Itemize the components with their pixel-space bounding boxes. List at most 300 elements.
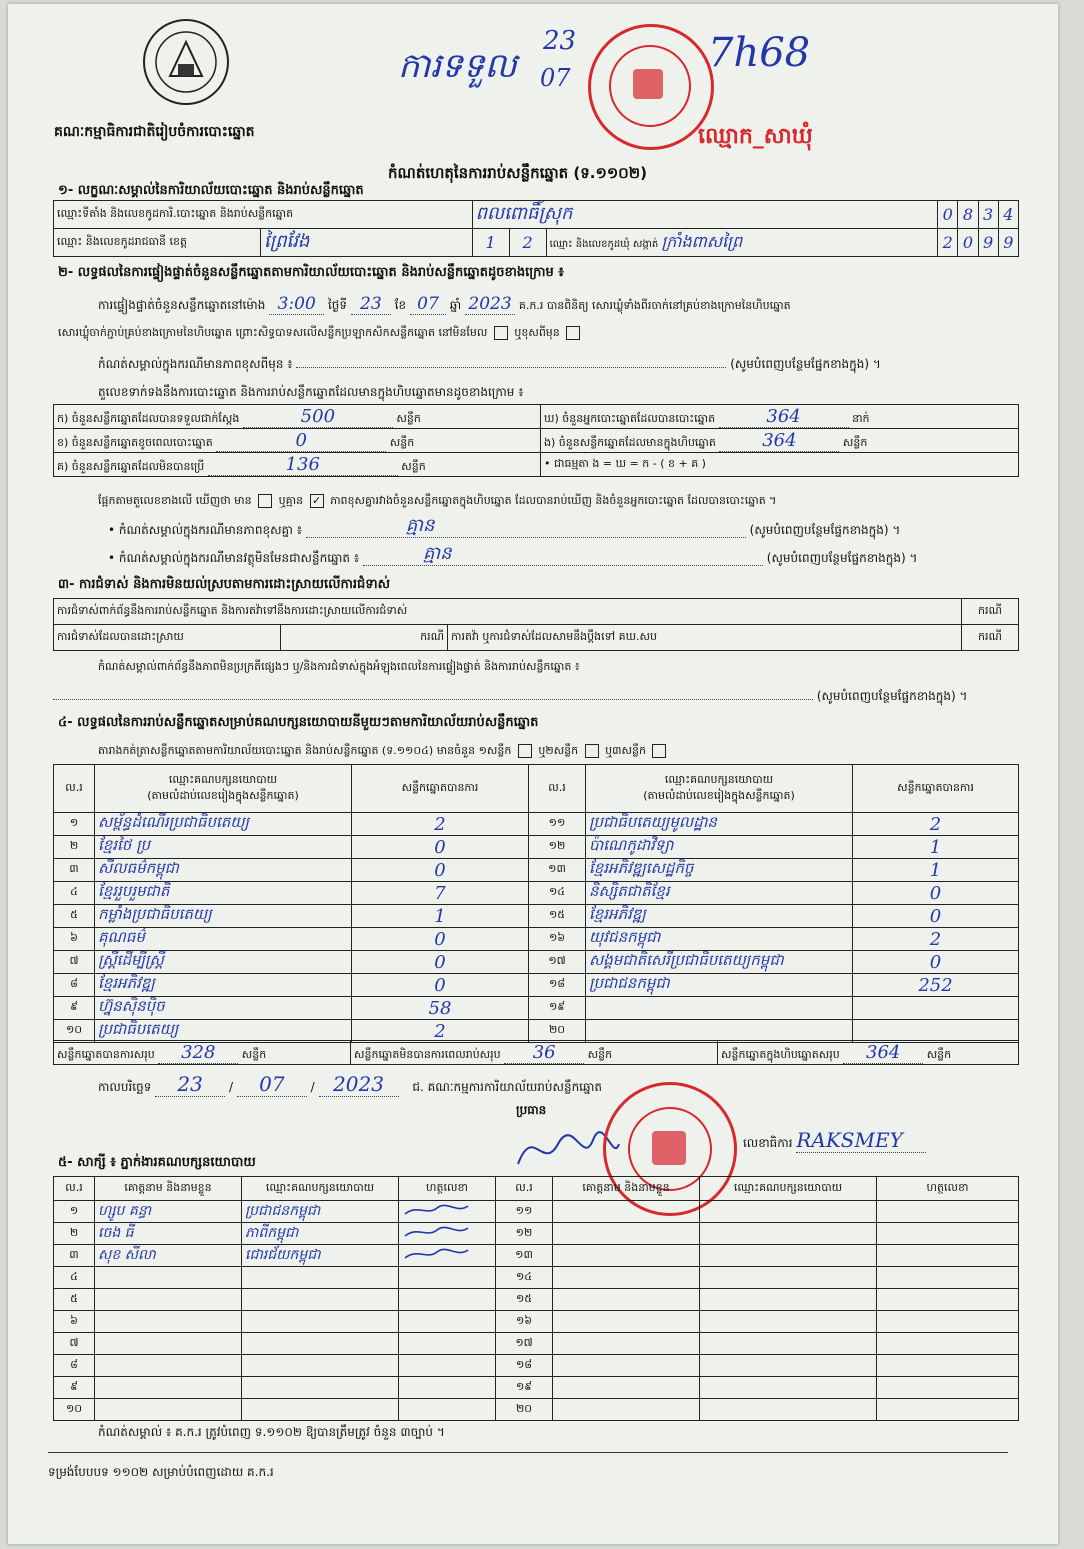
station-code-3: 3 — [978, 201, 998, 229]
results-no-right: ១៦ — [529, 928, 586, 951]
witness-row — [54, 1267, 1019, 1289]
witness-no-left: ៦ — [54, 1311, 95, 1333]
witness-col-no-left: ល.រ — [54, 1177, 95, 1201]
bullet-diff-label: • កំណត់សម្គាល់ក្នុងករណីមានភាពខុសគ្នា ៖ — [108, 523, 303, 537]
results-col-no-left: ល.រ — [54, 765, 95, 813]
results-no-right: ១៤ — [529, 882, 586, 905]
results-col-party-left — [95, 765, 352, 813]
difference-text-a: ផ្អែកតាមតួលេខខាងលើ ឃើញថា មាន — [98, 494, 252, 507]
received-day: 23 — [543, 26, 577, 56]
results-votes-left: 58 — [352, 997, 529, 1020]
results-party-right — [586, 997, 853, 1020]
tally-text-a: តារាងកត់ត្រាសន្លឹកឆ្នោតតាមការិយាល័យបោះឆ្នោត និងរាប់សន្លឹកឆ្នោត (ទ.១១០៤) មានចំនួន ១សន្លឹក — [98, 744, 512, 757]
witness-col-sign-left: ហត្ថលេខា — [399, 1177, 496, 1201]
witness-sign-left — [399, 1289, 496, 1311]
totals-table — [53, 1040, 1019, 1065]
footer-divider — [48, 1452, 1008, 1453]
station-code-4: 4 — [998, 201, 1018, 229]
figure-k — [54, 405, 541, 429]
witness-no-left: ៥ — [54, 1289, 95, 1311]
witness-name-left: សុខ សីលា — [95, 1245, 242, 1267]
results-votes-left: 0 — [352, 836, 529, 859]
diff-note-fill: (សូមបំពេញបន្ថែមផ្នែកខាងក្នុង) ។ — [730, 357, 881, 371]
total-box — [718, 1041, 1019, 1065]
results-votes-right: 0 — [853, 905, 1019, 928]
results-party-left: ខ្មែរថៃ ប្រ — [95, 836, 352, 859]
results-no-left: ១ — [54, 813, 95, 836]
witness-name-left — [95, 1377, 242, 1399]
witness-table — [53, 1176, 1019, 1421]
witness-sign-left — [399, 1201, 496, 1223]
figure-kh — [54, 429, 541, 453]
witness-signature-icon — [402, 1246, 472, 1262]
results-no-left: ៦ — [54, 928, 95, 951]
witness-party-left — [242, 1377, 399, 1399]
witness-no-left: ៤ — [54, 1267, 95, 1289]
witness-col-sign-right: ហត្ថលេខា — [877, 1177, 1019, 1201]
witness-sign-left — [399, 1355, 496, 1377]
witness-name-right — [553, 1201, 700, 1223]
total-invalid — [351, 1041, 718, 1065]
ballot-count-form — [8, 4, 1058, 1544]
results-votes-left: 0 — [352, 859, 529, 882]
verify-line-2 — [58, 326, 583, 342]
results-row — [54, 997, 1019, 1020]
witness-party-right — [700, 1223, 877, 1245]
received-month: 07 — [540, 64, 571, 92]
witness-party-left — [242, 1333, 399, 1355]
results-no-left: ២ — [54, 836, 95, 859]
witness-no-right: ១២ — [496, 1223, 553, 1245]
witness-name-right — [553, 1311, 700, 1333]
witness-sign-left — [399, 1333, 496, 1355]
diff-note-line — [98, 356, 881, 374]
witness-sign-left — [399, 1311, 496, 1333]
results-votes-left: 1 — [352, 905, 529, 928]
results-votes-left: 0 — [352, 928, 529, 951]
figure-k-unit: សន្លឹក — [396, 411, 421, 425]
witness-col-no-right: ល.រ — [496, 1177, 553, 1201]
witness-party-right — [700, 1245, 877, 1267]
results-col-no-right: ល.រ — [529, 765, 586, 813]
witness-party-left — [242, 1289, 399, 1311]
witness-sign-left — [399, 1267, 496, 1289]
station-code-2: 8 — [958, 201, 978, 229]
witness-sign-right — [877, 1399, 1019, 1421]
has-difference-checkbox[interactable] — [258, 494, 272, 508]
secretary-line — [743, 1128, 926, 1153]
signing-year: 2023 — [319, 1072, 399, 1097]
form-footer: ទម្រង់បែបបទ ១១០២ សម្រាប់បំពេញដោយ គ.ក.រ — [48, 1465, 274, 1479]
results-party-left: ប្រជាធិបតេយ្យ — [95, 1020, 352, 1043]
section3-heading: ៣- ការជំទាស់ និងការមិនយល់ស្របតាមការដោះស្រាយលើការជំទាស់ — [58, 577, 390, 592]
figure-g — [54, 453, 541, 477]
witness-name-left — [95, 1267, 242, 1289]
results-row — [54, 951, 1019, 974]
committee-name: គណៈកម្មាធិការជាតិរៀបចំការបោះឆ្នោត — [54, 124, 255, 140]
witness-name-left: ហ្សូប គន្ធា — [95, 1201, 242, 1223]
commune-cell — [546, 229, 938, 257]
witness-party-right — [700, 1355, 877, 1377]
results-party-right: ខ្មែរអភិវឌ្ឍសេដ្ឋកិច្ច — [586, 859, 853, 882]
results-party-right: ប្រជាធិបតេយ្យមូលដ្ឋាន — [586, 813, 853, 836]
results-row — [54, 836, 1019, 859]
witness-sign-left — [399, 1223, 496, 1245]
witness-row — [54, 1245, 1019, 1267]
results-party-right: យុវជនកម្ពុជា — [586, 928, 853, 951]
witness-sign-left — [399, 1377, 496, 1399]
total-valid-unit: សន្លឹក — [241, 1047, 267, 1061]
results-row — [54, 905, 1019, 928]
verify-line2-text: សោរឃ្លុំចាក់ភ្ជាប់គ្រប់ខាងក្រោមនៃហិបឆ្នោត ព្រោះសិទ្ធបាទសលើសន្លឹកប្រឡាកសិកសន្លឹកឆ្នោត នៅមិនមែល — [58, 326, 488, 339]
results-no-left: ៨ — [54, 974, 95, 997]
witness-row — [54, 1289, 1019, 1311]
verify-line2-b: ឬខុសពីមុន — [514, 326, 560, 339]
figures-table — [53, 404, 1019, 477]
results-party-right: សង្គមជាតិសេរីប្រជាធិបតេយ្យកម្ពុជា — [586, 951, 853, 974]
verify-text-c: ខែ — [394, 298, 407, 312]
objection-row1: ការជំទាស់ពាក់ព័ន្ធនឹងការរាប់សន្លឹកឆ្នោត និងការតវ៉ាទៅនឹងការដោះស្រាយលើការជំទាស់ — [54, 599, 962, 625]
committee-label: ជ. គណៈកម្មការការិយាល័យរាប់សន្លឹកឆ្នោត — [412, 1080, 603, 1094]
objection-complaint: ការតវ៉ា ឬការជំទាស់ដែលសាមនឹងប្តឹងទៅ គឃ.សប — [448, 625, 962, 651]
witness-no-right: ២០ — [496, 1399, 553, 1421]
witness-no-right: ១៨ — [496, 1355, 553, 1377]
witness-col-party-right: ឈ្មោះគណបក្សនយោបាយ — [700, 1177, 877, 1201]
total-invalid-label: សន្លឹកឆ្នោតមិនបានការពេលរាប់សរុប — [354, 1047, 501, 1061]
section5-heading: ៥- សាក្សី ៖ ភ្នាក់ងារគណបក្សនយោបាយ — [58, 1155, 256, 1170]
witness-no-right: ១៣ — [496, 1245, 553, 1267]
tally-text-b: ឬ២សន្លឹក — [538, 744, 579, 757]
section2-heading: ២- លទ្ធផលនៃការផ្ទៀងផ្ទាត់ចំនួនសន្លឹកឆ្នោតតាមការិយាល័យបោះឆ្នោត និងរាប់សន្លឹកឆ្នោតដូចខាងក្រោម ៖ — [58, 265, 564, 280]
no-difference-checkbox[interactable]: ✓ — [310, 494, 324, 508]
witness-party-left — [242, 1267, 399, 1289]
results-col-party-right-title: ឈ្មោះគណបក្សនយោបាយ — [664, 772, 774, 786]
verify-line-1 — [98, 294, 791, 315]
figure-gh-label: ឃ) ចំនួនអ្នកបោះឆ្នោតដែលបានបោះឆ្នោត — [544, 411, 716, 425]
results-col-party-left-title: ឈ្មោះគណបក្សនយោបាយ — [168, 772, 278, 786]
figure-ng-label: ង) ចំនួនសន្លឹកឆ្នោតដែលមានក្នុងហិបឆ្នោត — [544, 435, 716, 449]
results-table — [53, 764, 1019, 1043]
figure-gh-unit: នាក់ — [852, 411, 870, 425]
tally-sheet-line — [98, 744, 669, 760]
total-valid — [54, 1041, 351, 1065]
bullet-foreign-label: • កំណត់សម្គាល់ក្នុងករណីមានវត្ថុមិនមែនជាសន្លឹកឆ្នោត ៖ — [108, 551, 360, 565]
objection-case-1: ករណី — [962, 599, 1019, 625]
results-no-right: ១៧ — [529, 951, 586, 974]
results-votes-left: 0 — [352, 974, 529, 997]
province-code-2: 2 — [509, 229, 546, 257]
figure-gh-value: 364 — [719, 406, 849, 428]
witness-party-left: ប្រជាជនកម្ពុជា — [242, 1201, 399, 1223]
section4-heading: ៤- លទ្ធផលនៃការរាប់សន្លឹកឆ្នោតសម្រាប់គណបក្សនយោបាយនីមួយៗតាមការិយាល័យរាប់សន្លឹកឆ្នោត — [58, 715, 539, 730]
witness-sign-left — [399, 1399, 496, 1421]
tally-text-c: ឬ៣សន្លឹក — [605, 744, 646, 757]
witness-sign-right — [877, 1377, 1019, 1399]
total-invalid-unit: សន្លឹក — [587, 1047, 613, 1061]
province-label: ឈ្មោះ និងលេខកូដរាជធានី ខេត្ត — [54, 229, 261, 257]
results-votes-right: 1 — [853, 836, 1019, 859]
commune-code-3: 9 — [978, 229, 998, 257]
witness-name-right — [553, 1355, 700, 1377]
verify-month: 07 — [410, 294, 446, 315]
results-col-party-right-sub: (តាមលំដាប់លេខរៀងក្នុងសន្លឹកឆ្នោត) — [643, 788, 795, 802]
results-no-right: ១១ — [529, 813, 586, 836]
witness-name-right — [553, 1333, 700, 1355]
results-party-left: ខ្មែរអភិវឌ្ឍ — [95, 974, 352, 997]
province-code-1: 1 — [472, 229, 509, 257]
total-box-unit: សន្លឹក — [926, 1047, 952, 1061]
witness-no-right: ១៧ — [496, 1333, 553, 1355]
results-row — [54, 813, 1019, 836]
witness-name-right — [553, 1245, 700, 1267]
bullet-foreign-fill: (សូមបំពេញបន្ថែមផ្នែកខាងក្នុង) ។ — [766, 551, 918, 565]
secretary-label: លេខាធិការ — [743, 1136, 793, 1150]
station-name: ពលពោធិ៍ស្រុក — [472, 201, 938, 229]
irregular-note: កំណត់សម្គាល់ពាក់ព័ន្ធនឹងភាពមិនប្រក្រតីផ្សេងៗ ឬ/និងការជំទាស់ក្នុងអំឡុងពេលនៃការផ្ទៀងផ្ទាត់ និងការរាប់សន្លឹកឆ្នោត ៖ — [98, 660, 580, 673]
signing-month: 07 — [237, 1072, 307, 1097]
results-col-votes-left: សន្លឹកឆ្នោតបានការ — [352, 765, 529, 813]
witness-no-left: ២ — [54, 1223, 95, 1245]
witness-name-right — [553, 1399, 700, 1421]
results-votes-right: 2 — [853, 813, 1019, 836]
witness-party-left — [242, 1399, 399, 1421]
witness-no-left: ៨ — [54, 1355, 95, 1377]
formula: • ជាធម្មតា ង = ឃ = ក - ( ខ + គ ) — [541, 453, 1019, 477]
figures-intro: តួលេខទាក់ទងនឹងការបោះឆ្នោត និងការរាប់សន្លឹកឆ្នោតដែលមានក្នុងហិបឆ្នោតមានដូចខាងក្រោម ៖ — [98, 385, 524, 399]
witness-col-party-left: ឈ្មោះគណបក្សនយោបាយ — [242, 1177, 399, 1201]
results-votes-right — [853, 997, 1019, 1020]
figure-g-value: 136 — [208, 454, 398, 476]
results-party-left: កម្លាំងប្រជាធិបតេយ្យ — [95, 905, 352, 928]
results-party-right: ប៉ាណេកូដាវិទ្យា — [586, 836, 853, 859]
form-title: កំណត់ហេតុនៃការរាប់សន្លឹកឆ្នោត (ទ.១១០២) — [388, 164, 648, 182]
results-party-right: ខ្មែរអភិវឌ្ឍ — [586, 905, 853, 928]
witness-col-name-right: គោត្តនាម និងនាមខ្លួន — [553, 1177, 700, 1201]
witness-sign-right — [877, 1355, 1019, 1377]
province-name: ព្រៃវែង — [261, 229, 473, 257]
results-no-left: ៧ — [54, 951, 95, 974]
witness-name-left — [95, 1289, 242, 1311]
witness-name-right — [553, 1267, 700, 1289]
witness-no-left: ៧ — [54, 1333, 95, 1355]
objection-case-3: ករណី — [962, 625, 1019, 651]
witness-party-right — [700, 1399, 877, 1421]
witness-no-right: ១៤ — [496, 1267, 553, 1289]
results-party-right: និស្សិតជាតិខ្មែរ — [586, 882, 853, 905]
bullet-foreign-field[interactable] — [363, 543, 763, 566]
witness-name-left — [95, 1333, 242, 1355]
witness-signature-icon — [402, 1224, 472, 1240]
witness-no-right: ១៥ — [496, 1289, 553, 1311]
figure-k-value: 500 — [243, 406, 393, 428]
results-row — [54, 882, 1019, 905]
results-votes-left: 2 — [352, 813, 529, 836]
witness-no-left: ៩ — [54, 1377, 95, 1399]
witness-party-left — [242, 1311, 399, 1333]
secretary-name: RAKSMEY — [796, 1128, 926, 1153]
results-votes-right: 2 — [853, 928, 1019, 951]
diff-note-label: កំណត់សម្គាល់ក្នុងករណីមានភាពខុសពីមុន ៖ — [98, 357, 293, 371]
results-col-votes-right: សន្លឹកឆ្នោតបានការ — [853, 765, 1019, 813]
witness-name-right — [553, 1377, 700, 1399]
results-no-right: ២០ — [529, 1020, 586, 1043]
witness-party-left — [242, 1355, 399, 1377]
witness-sign-right — [877, 1289, 1019, 1311]
results-votes-right: 252 — [853, 974, 1019, 997]
stamp-caption: ឈ្មោក_សាឃុំ — [698, 124, 813, 149]
section1-table — [53, 200, 1019, 257]
results-party-left: សីលធម៌កម្ពុជា — [95, 859, 352, 882]
commune-code-4: 9 — [998, 229, 1018, 257]
witness-name-left — [95, 1355, 242, 1377]
witness-row — [54, 1311, 1019, 1333]
verify-text-a: ការផ្ទៀងផ្ទាត់ចំនួនសន្លឹកឆ្នោតនៅម៉ោង — [98, 298, 266, 312]
objection-resolved: ការជំទាស់ដែលបានដោះស្រាយ — [54, 625, 281, 651]
irregular-field[interactable] — [53, 699, 813, 700]
witness-signature-icon — [402, 1202, 472, 1218]
witness-row — [54, 1399, 1019, 1421]
witness-party-right — [700, 1311, 877, 1333]
results-row — [54, 974, 1019, 997]
bullet-diff-value: គ្មាន — [405, 515, 435, 536]
results-col-party-left-sub: (តាមលំដាប់លេខរៀងក្នុងសន្លឹកឆ្នោត) — [147, 788, 299, 802]
station-code-1: 0 — [938, 201, 958, 229]
objection-table — [53, 598, 1019, 651]
figure-ng-value: 364 — [719, 430, 839, 452]
results-votes-left: 2 — [352, 1020, 529, 1043]
witness-sign-right — [877, 1223, 1019, 1245]
witness-party-left: ភាពីកម្ពុជា — [242, 1223, 399, 1245]
witness-sign-left — [399, 1245, 496, 1267]
witness-sign-right — [877, 1267, 1019, 1289]
same-checkbox[interactable] — [494, 326, 508, 340]
results-no-right: ១៥ — [529, 905, 586, 928]
total-box-value: 364 — [843, 1042, 923, 1064]
total-invalid-value: 36 — [504, 1042, 584, 1064]
witness-row — [54, 1223, 1019, 1245]
section1-heading: ១- លក្ខណៈសម្គាល់នៃការិយាល័យបោះឆ្នោត និងរាប់សន្លឹកឆ្នោត — [58, 183, 364, 198]
results-no-left: ៤ — [54, 882, 95, 905]
witness-sign-right — [877, 1333, 1019, 1355]
verify-text-b: ថ្ងៃទី — [328, 298, 348, 312]
results-col-party-right — [586, 765, 853, 813]
diff-note-field[interactable] — [296, 367, 726, 368]
witness-no-right: ១៦ — [496, 1311, 553, 1333]
one-sheet-checkbox[interactable] — [518, 744, 532, 758]
results-party-left: ស្ត្រីដើម្បីស្ត្រី — [95, 951, 352, 974]
commune-label: ឈ្មោះ និងលេខកូដឃុំ សង្កាត់ — [549, 238, 659, 250]
witness-row — [54, 1355, 1019, 1377]
witness-no-right: ១៩ — [496, 1377, 553, 1399]
three-sheet-checkbox[interactable] — [652, 744, 666, 758]
bullet-diff — [108, 515, 901, 540]
witness-name-right — [553, 1289, 700, 1311]
results-no-left: ៣ — [54, 859, 95, 882]
verify-text-d: ឆ្នាំ — [449, 298, 462, 312]
difference-check — [98, 494, 776, 510]
results-party-left: ហ្វ៊ុនស៊ិនប៉ិច — [95, 997, 352, 1020]
verify-year: 2023 — [465, 294, 515, 315]
results-party-right: ប្រជាជនកម្ពុជា — [586, 974, 853, 997]
difference-text-b: ឬគ្មាន — [278, 494, 304, 507]
verify-text-e: គ.ក.រ បានពិនិត្យ សោរឃ្លុំទាំងពីរចាក់នៅគ្រប់ខាងក្រោមនៃហិបឆ្នោត — [518, 299, 791, 312]
witness-name-right — [553, 1223, 700, 1245]
difference-text-c: ភាពខុសគ្នារវាងចំនួនសន្លឹកឆ្នោតក្នុងហិបឆ្នោត ដែលបានរាប់ឃើញ និងចំនួនអ្នកបោះឆ្នោត ដែលបានបោះឆ្នោត ។ — [330, 494, 777, 507]
witness-name-left — [95, 1311, 242, 1333]
results-no-right: ១៣ — [529, 859, 586, 882]
results-row — [54, 928, 1019, 951]
results-party-left: សម្ព័ន្ធដំណើរប្រជាធិបតេយ្យ — [95, 813, 352, 836]
signing-date: កាលបរិច្ឆេទ 23 / 07 / 2023 ជ. គណៈកម្មការការិយាល័យរាប់សន្លឹកឆ្នោត — [98, 1072, 603, 1096]
figure-kh-unit: សន្លឹក — [389, 435, 415, 449]
bullet-foreign-value: គ្មាន — [422, 543, 452, 564]
figure-g-unit: សន្លឹក — [401, 459, 426, 473]
objection-case-2: ករណី — [281, 625, 448, 651]
official-stamp-icon — [588, 24, 714, 150]
witness-no-left: ១០ — [54, 1399, 95, 1421]
witness-party-left: ជោរជ័យកម្ពុជា — [242, 1245, 399, 1267]
witness-name-left: ចេង ធី — [95, 1223, 242, 1245]
results-no-left: ១០ — [54, 1020, 95, 1043]
form-note: កំណត់សម្គាល់ ៖ គ.ក.រ ត្រូវបំពេញ ទ.១១០២ ឱ្យបានត្រឹមត្រូវ ចំនួន ៣ច្បាប់ ។ — [98, 1425, 445, 1439]
witness-party-right — [700, 1289, 877, 1311]
figure-ng-unit: សន្លឹក — [842, 435, 868, 449]
commune-code-1: 2 — [938, 229, 958, 257]
figure-gh — [541, 405, 1019, 429]
irregular-fill: (សូមបំពេញបន្ថែមផ្នែកខាងក្នុង) ។ — [816, 689, 968, 703]
witness-col-name-left: គោត្តនាម និងនាមខ្លួន — [95, 1177, 242, 1201]
received-note: ការទទួល — [398, 46, 517, 86]
witness-party-right — [700, 1333, 877, 1355]
witness-name-left — [95, 1399, 242, 1421]
signing-day: 23 — [155, 1072, 225, 1097]
results-no-left: ៥ — [54, 905, 95, 928]
figure-ng — [541, 429, 1019, 453]
results-no-left: ៩ — [54, 997, 95, 1020]
figure-kh-value: 0 — [216, 430, 386, 452]
bullet-diff-field[interactable] — [306, 515, 746, 538]
bullet-foreign — [108, 543, 918, 568]
results-row — [54, 859, 1019, 882]
figure-g-label: គ) ចំនួនសន្លឹកឆ្នោតដែលមិនបានប្រើ — [57, 459, 205, 473]
witness-row — [54, 1377, 1019, 1399]
station-label: ឈ្មោះទីតាំង និងលេខកូដការិ.បោះឆ្នោត និងរាប់សន្លឹកឆ្នោត — [54, 201, 473, 229]
witness-no-right: ១១ — [496, 1201, 553, 1223]
chief-label: ប្រធាន — [516, 1103, 547, 1117]
results-votes-left: 0 — [352, 951, 529, 974]
results-no-right: ១៩ — [529, 997, 586, 1020]
total-box-label: សន្លឹកឆ្នោតក្នុងហិបឆ្នោតសរុប — [721, 1047, 840, 1061]
results-no-right: ១៨ — [529, 974, 586, 997]
witness-party-right — [700, 1377, 877, 1399]
witness-sign-right — [877, 1245, 1019, 1267]
two-sheet-checkbox[interactable] — [585, 744, 599, 758]
different-checkbox[interactable] — [566, 326, 580, 340]
received-number: 7h68 — [708, 30, 811, 76]
witness-no-left: ៣ — [54, 1245, 95, 1267]
bullet-diff-fill: (សូមបំពេញបន្ថែមផ្នែកខាងក្នុង) ។ — [749, 523, 901, 537]
witness-sign-right — [877, 1311, 1019, 1333]
witness-party-right — [700, 1201, 877, 1223]
witness-row — [54, 1201, 1019, 1223]
witness-sign-right — [877, 1201, 1019, 1223]
verify-day: 23 — [351, 294, 391, 315]
results-votes-right: 1 — [853, 859, 1019, 882]
verify-time: 3:00 — [269, 294, 324, 315]
results-votes-right: 0 — [853, 951, 1019, 974]
total-valid-value: 328 — [158, 1042, 238, 1064]
witness-party-right — [700, 1267, 877, 1289]
